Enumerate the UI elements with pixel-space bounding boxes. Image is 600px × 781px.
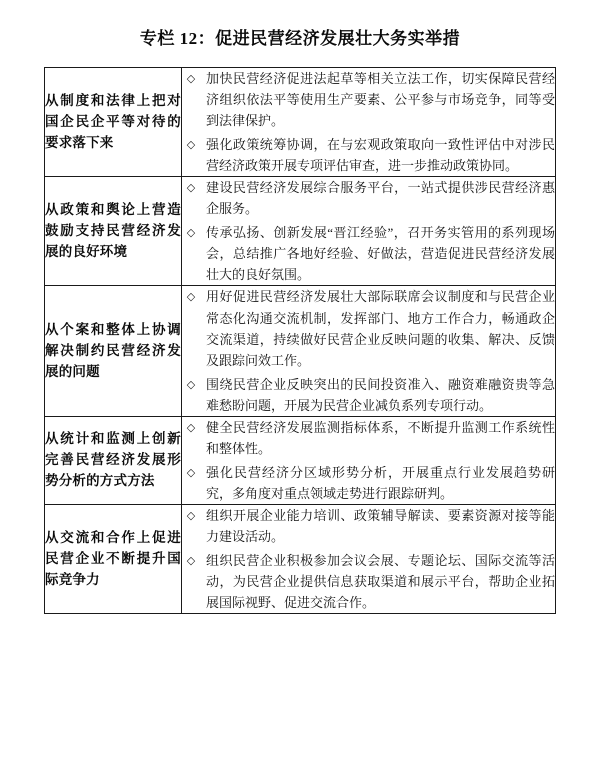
category-cell: 从政策和舆论上营造鼓励支持民营经济发展的良好环境 bbox=[45, 177, 182, 286]
category-cell: 从个案和整体上协调解决制约民营经济发展的问题 bbox=[45, 286, 182, 416]
diamond-bullet-icon: ◇ bbox=[186, 138, 196, 152]
category-cell: 从交流和合作上促进民营企业不断提升国际竞争力 bbox=[45, 504, 182, 613]
diamond-bullet-icon: ◇ bbox=[186, 226, 196, 240]
list-item bbox=[182, 374, 555, 416]
list-item bbox=[182, 134, 555, 176]
document-page bbox=[0, 24, 600, 781]
item-list bbox=[182, 505, 555, 613]
list-item-text: 健全民营经济发展监测指标体系，不断提升监测工作系统性和整体性。 bbox=[206, 419, 555, 456]
table-row bbox=[45, 504, 556, 613]
diamond-bullet-icon: ◇ bbox=[186, 377, 196, 391]
items-cell bbox=[182, 68, 556, 177]
table-row bbox=[45, 177, 556, 286]
list-item bbox=[182, 177, 555, 219]
list-item-text: 组织开展企业能力培训、政策辅导解读、要素资源对接等能力建设活动。 bbox=[206, 507, 555, 544]
list-item-text: 用好促进民营经济发展壮大部际联席会议制度和与民营企业常态化沟通交流机制，发挥部门、地方工作合力，畅通政企交流渠道，持续做好民营企业反映问题的收集、解决、反馈及跟踪问效工作。 bbox=[206, 289, 555, 368]
items-cell bbox=[182, 416, 556, 504]
page-title: 专栏 12：促进民营经济发展壮大务实举措 bbox=[139, 29, 461, 48]
list-item-text: 加快民营经济促进法起草等相关立法工作，切实保障民营经济组织依法平等使用生产要素、公平参与市场竞争，同等受到法律保护。 bbox=[206, 71, 555, 129]
list-item bbox=[182, 68, 555, 131]
measures-table-wrapper bbox=[0, 67, 600, 614]
list-item bbox=[182, 462, 555, 504]
diamond-bullet-icon: ◇ bbox=[186, 181, 196, 195]
category-cell: 从制度和法律上把对国企民企平等对待的要求落下来 bbox=[45, 68, 182, 177]
measures-table bbox=[44, 67, 556, 614]
list-item-text: 组织民营企业积极参加会议会展、专题论坛、国际交流等活动，为民营企业提供信息获取渠道和展示平台，帮助企业拓展国际视野、促进交流合作。 bbox=[206, 553, 555, 611]
list-item bbox=[182, 417, 555, 459]
table-row bbox=[45, 286, 556, 416]
items-cell bbox=[182, 177, 556, 286]
list-item-text: 围绕民营企业反映突出的民间投资准入、融资难融资贵等急难愁盼问题，开展为民营企业减负系列专项行动。 bbox=[206, 376, 555, 413]
diamond-bullet-icon: ◇ bbox=[186, 554, 196, 568]
list-item bbox=[182, 222, 555, 285]
category-cell: 从统计和监测上创新完善民营经济发展形势分析的方式方法 bbox=[45, 416, 182, 504]
table-row bbox=[45, 68, 556, 177]
list-item bbox=[182, 286, 555, 370]
diamond-bullet-icon: ◇ bbox=[186, 420, 196, 434]
table-row bbox=[45, 416, 556, 504]
list-item-text: 强化民营经济分区域形势分析，开展重点行业发展趋势研究，多角度对重点领域走势进行跟踪研判。 bbox=[206, 464, 555, 501]
list-item-text: 传承弘扬、创新发展“晋江经验”，召开务实管用的系列现场会，总结推广各地好经验、好做法，营造促进民营经济发展壮大的良好氛围。 bbox=[206, 225, 555, 283]
item-list bbox=[182, 177, 555, 285]
diamond-bullet-icon: ◇ bbox=[186, 290, 196, 304]
item-list bbox=[182, 417, 555, 504]
list-item-text: 建设民营经济发展综合服务平台，一站式提供涉民营经济惠企服务。 bbox=[206, 180, 555, 217]
item-list bbox=[182, 286, 555, 415]
item-list bbox=[182, 68, 555, 176]
diamond-bullet-icon: ◇ bbox=[186, 465, 196, 479]
items-cell bbox=[182, 286, 556, 416]
list-item-text: 强化政策统筹协调，在与宏观政策取向一致性评估中对涉民营经济政策开展专项评估审查，进一步推动政策协同。 bbox=[206, 137, 555, 174]
items-cell bbox=[182, 504, 556, 613]
list-item bbox=[182, 550, 555, 613]
list-item bbox=[182, 505, 555, 547]
diamond-bullet-icon: ◇ bbox=[186, 72, 196, 85]
diamond-bullet-icon: ◇ bbox=[186, 508, 196, 522]
